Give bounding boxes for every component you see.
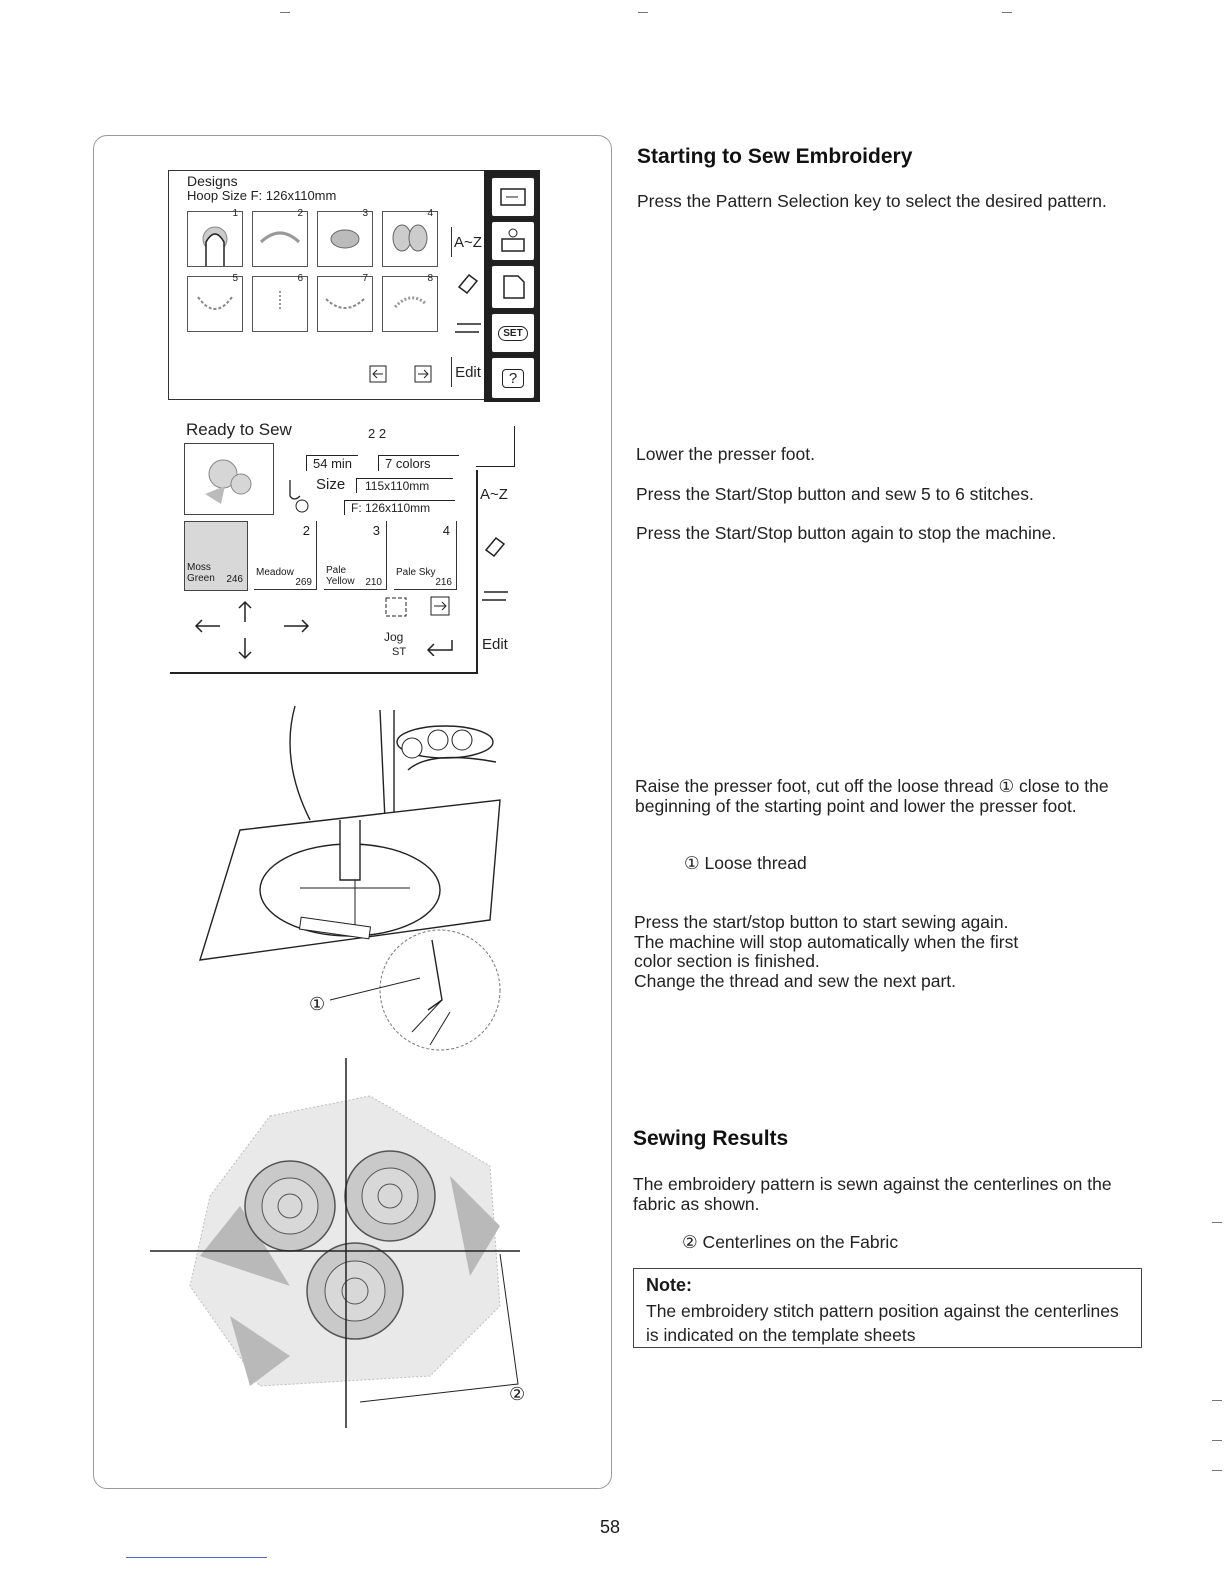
para-results: The embroidery pattern is sewn against the centerlines on the fabric as shown. (633, 1174, 1112, 1214)
help-key[interactable] (490, 356, 536, 400)
color-count: 7 colors (378, 455, 459, 471)
hoop-value: F: 126x110mm (344, 500, 455, 515)
pattern-cell-2[interactable]: 2 (252, 211, 308, 267)
para-select-pattern: Press the Pattern Selection key to select the desired pattern. (637, 191, 1107, 211)
color-code: 246 (226, 574, 243, 585)
color-number: 2 (302, 523, 310, 538)
thread-icon-2[interactable] (480, 586, 512, 604)
edit-key-2[interactable]: Edit (482, 636, 508, 653)
item-loose-thread: ① Loose thread (684, 853, 807, 873)
para-restart-l3: color section is finished. (634, 951, 820, 971)
rose-preview-icon (185, 444, 273, 514)
rose-pattern-icon (188, 212, 242, 266)
wreath-pattern-icon (188, 277, 242, 331)
arrow-down-icon[interactable] (234, 636, 256, 662)
status-indicators: 2 2 (368, 426, 387, 441)
size-value: 115x110mm (356, 478, 453, 493)
set-label: SET (498, 326, 527, 341)
designs-title: Designs (187, 173, 238, 189)
designs-screen (168, 170, 485, 400)
rose-embroidery-illustration (150, 1056, 540, 1436)
color-name: Pale Sky (396, 567, 436, 578)
st-label[interactable]: ST (392, 646, 407, 658)
az-key-2[interactable]: A~Z (480, 486, 508, 503)
file-key[interactable] (490, 264, 536, 310)
color-name: Pale Yellow (326, 565, 355, 587)
para-lower-foot: Lower the presser foot. (636, 444, 815, 464)
pattern-size-icon (284, 476, 316, 516)
design-preview (184, 443, 274, 515)
note-box (633, 1268, 1142, 1348)
pattern-cell-3[interactable]: 3 (317, 211, 373, 267)
help-label: ? (502, 369, 524, 388)
eraser-icon-2[interactable] (482, 534, 508, 560)
embroidery-mode-key[interactable] (490, 220, 536, 262)
sprig-pattern-icon (253, 277, 307, 331)
arrow-right-icon[interactable] (282, 616, 312, 636)
para-raise-foot: Raise the presser foot, cut off the loose thread ① close to the beginning of the starting point and lower the presser foot. (635, 776, 1109, 816)
return-icon[interactable] (424, 636, 454, 656)
footer-line (126, 1557, 267, 1558)
arrow-up-icon[interactable] (234, 598, 256, 624)
edit-key[interactable]: Edit (451, 357, 484, 387)
size-label: Size (316, 476, 346, 493)
ornament-pattern-icon (318, 212, 372, 266)
ready-to-sew-status: Ready to Sew (186, 420, 292, 439)
hoop-size-label: Hoop Size F: 126x110mm (187, 188, 337, 203)
pattern-cell-5[interactable]: 5 (187, 276, 243, 332)
arrow-left-icon[interactable] (192, 616, 222, 636)
file-icon (498, 272, 528, 302)
color-code: 216 (435, 577, 452, 588)
edge-mark (280, 12, 290, 13)
color-name: Meadow (256, 567, 294, 578)
color-number: 4 (442, 523, 450, 538)
color-code: 269 (295, 577, 312, 588)
edge-mark (638, 12, 648, 13)
presser-foot-illustration (180, 700, 520, 1060)
color-code: 210 (365, 577, 382, 588)
edge-mark (1212, 1440, 1222, 1441)
next-color-icon[interactable] (428, 594, 454, 620)
pattern-cell-8[interactable]: 8 (382, 276, 438, 332)
garland-pattern-icon (318, 277, 372, 331)
thread-icon[interactable] (453, 316, 483, 338)
sewing-machine-icon (498, 185, 528, 209)
butterfly-pattern-icon (383, 212, 437, 266)
az-key[interactable]: A~Z (451, 227, 484, 257)
eraser-icon[interactable] (455, 271, 481, 297)
page-number: 58 (600, 1517, 621, 1537)
embroidery-machine-icon (498, 227, 528, 255)
para-sew-stitches: Press the Start/Stop button and sew 5 to 6 stitches. (636, 484, 1034, 504)
sewing-mode-key[interactable] (490, 176, 536, 218)
edge-mark (1212, 1470, 1222, 1471)
pattern-cell-1[interactable]: 1 (187, 211, 243, 267)
pattern-cell-6[interactable]: 6 (252, 276, 308, 332)
page-prev-icon[interactable] (367, 363, 389, 385)
ready-to-sew-screen (170, 418, 516, 674)
pattern-cell-7[interactable]: 7 (317, 276, 373, 332)
para-restart-l4: Change the thread and sew the next part. (634, 971, 957, 991)
pattern-cell-4[interactable]: 4 (382, 211, 438, 267)
page-next-icon[interactable] (412, 363, 434, 385)
callout-centerlines: ② (509, 1384, 526, 1404)
para-restart-l1: Press the start/stop button to start sewing again. (634, 912, 1009, 932)
leaf-pattern-icon (383, 277, 437, 331)
note-title: Note: (646, 1275, 692, 1295)
color-cell-2[interactable] (254, 521, 317, 590)
color-cell-4[interactable] (394, 521, 457, 590)
trace-icon[interactable] (382, 594, 410, 620)
heading-starting-to-sew: Starting to Sew Embroidery (637, 145, 913, 168)
edge-mark (1002, 12, 1012, 13)
color-name: Moss Green (187, 562, 215, 584)
heading-sewing-results: Sewing Results (633, 1127, 789, 1150)
item-centerlines: ② Centerlines on the Fabric (682, 1232, 899, 1252)
wing-pattern-icon (253, 212, 307, 266)
para-stop-machine: Press the Start/Stop button again to stop the machine. (636, 523, 1057, 543)
color-number: 3 (372, 523, 380, 538)
jog-label[interactable]: Jog (384, 630, 404, 644)
callout-loose-thread: ① (309, 994, 326, 1014)
edge-mark (1212, 1222, 1222, 1223)
set-key[interactable] (490, 312, 536, 354)
note-text: The embroidery stitch pattern position against the centerlines is indicated on the template sheets (646, 1301, 1119, 1345)
sew-time: 54 min (306, 455, 358, 471)
color-cell-3[interactable] (324, 521, 387, 590)
color-cell-1[interactable] (184, 521, 248, 591)
edge-mark (1212, 1400, 1222, 1401)
para-restart-l2: The machine will stop automatically when the first (634, 932, 1019, 952)
